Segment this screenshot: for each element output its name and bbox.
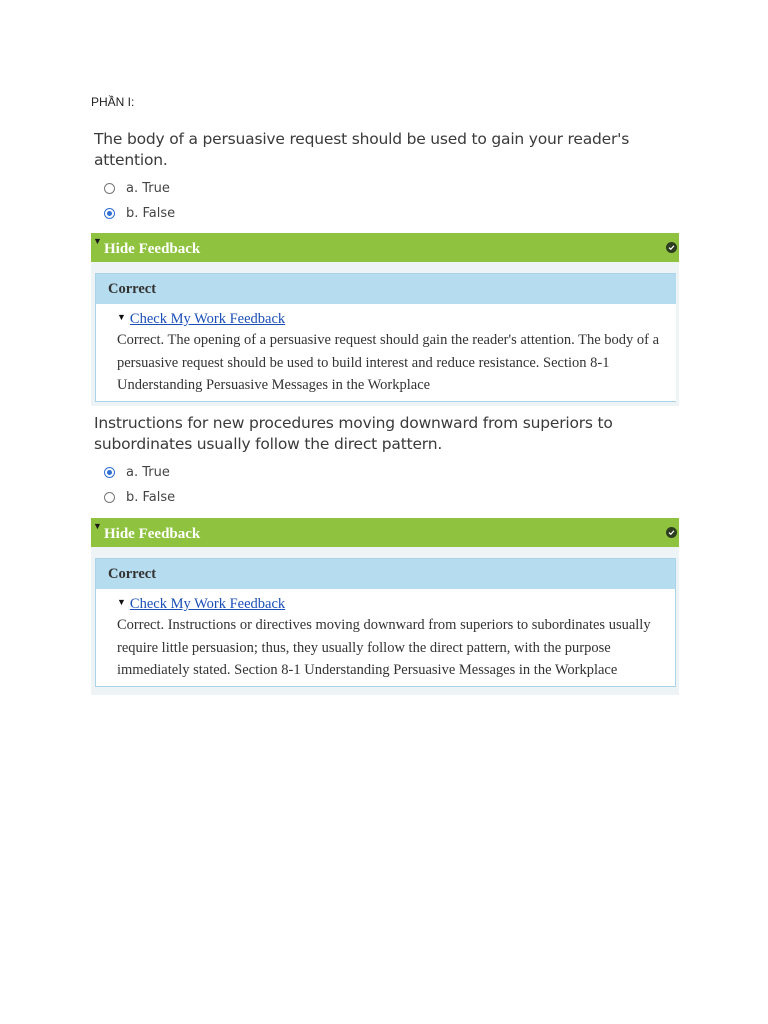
radio-button-selected[interactable] <box>104 467 115 478</box>
option-label: a. True <box>126 181 170 196</box>
correct-header: Correct <box>96 559 675 589</box>
expand-triangle-icon: ▼ <box>93 236 102 246</box>
question-1 <box>91 129 679 406</box>
hide-feedback-toggle[interactable] <box>91 233 679 262</box>
check-my-work-row <box>117 309 666 329</box>
hide-feedback-label: Hide Feedback <box>104 526 201 542</box>
feedback-panel <box>91 547 679 695</box>
hide-feedback-toggle[interactable] <box>91 518 679 547</box>
question-2 <box>91 413 679 695</box>
check-my-work-link[interactable]: Check My Work Feedback <box>129 595 286 612</box>
feedback-text: Correct. Instructions or directives moving downward from superiors to subordinates usually require little persuasion; thus, they usually follow the direct pattern, with the purpose immediately stated. Section 8-1 Understanding Persuasive Messages in the Workplace <box>117 617 651 678</box>
feedback-body <box>96 304 676 401</box>
checkmark-icon <box>666 527 677 538</box>
feedback-box <box>95 558 676 687</box>
check-my-work-link[interactable]: Check My Work Feedback <box>129 310 286 327</box>
radio-button-selected[interactable] <box>104 208 115 219</box>
feedback-text: Correct. The opening of a persuasive request should gain the reader's attention. The body of a persuasive request should be used to build interest and reduce resistance. Section 8-1 Understanding Persuasive Messages in the Workplace <box>117 332 660 393</box>
option-false[interactable] <box>104 201 679 226</box>
option-label: b. False <box>126 490 176 505</box>
expand-triangle-icon: ▼ <box>117 312 126 323</box>
option-label: b. False <box>126 206 176 221</box>
question-text: Instructions for new procedures moving downward from superiors to subordinates usually follow the direct pattern. <box>94 414 613 453</box>
option-true[interactable] <box>104 460 679 485</box>
option-false[interactable] <box>104 485 679 510</box>
answer-options <box>91 176 679 226</box>
question-text: The body of a persuasive request should be used to gain your reader's attention. <box>94 130 630 169</box>
checkmark-icon <box>666 242 677 253</box>
hide-feedback-label: Hide Feedback <box>104 241 201 257</box>
check-my-work-row <box>117 594 665 614</box>
option-true[interactable] <box>104 176 679 201</box>
expand-triangle-icon: ▼ <box>117 597 126 608</box>
feedback-box <box>95 273 676 402</box>
answer-options <box>91 460 679 510</box>
feedback-body <box>96 589 675 686</box>
radio-button[interactable] <box>104 183 115 194</box>
feedback-panel <box>91 262 679 406</box>
section-title: PHẦN I: <box>91 95 135 109</box>
radio-button[interactable] <box>104 492 115 503</box>
option-label: a. True <box>126 465 170 480</box>
correct-header: Correct <box>96 274 676 304</box>
expand-triangle-icon: ▼ <box>93 521 102 531</box>
